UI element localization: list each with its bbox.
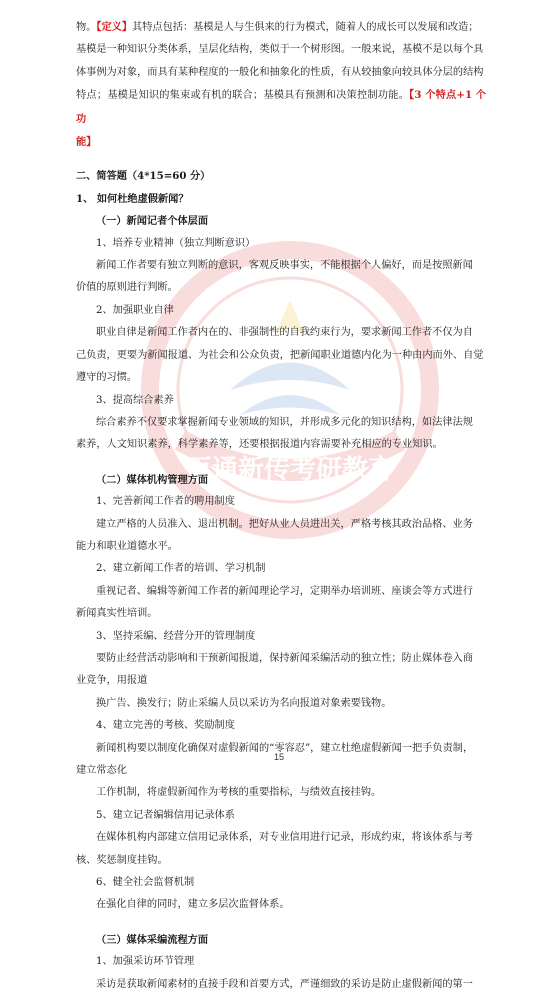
item-body: 要防止经营活动影响和干预新闻报道，保持新闻采编活动的独立性；防止媒体卷入商 — [96, 652, 473, 664]
item-title: 2、加强职业自律 — [96, 304, 174, 316]
main-content — [76, 16, 486, 996]
item-body: 职业自律是新闻工作者内在的、非强制性的自我约束行为，要求新闻工作者不仅为自 — [96, 327, 473, 339]
section-heading: 二、简答题（4*15=60 分） — [76, 170, 211, 183]
item-body: 建立常态化 — [76, 765, 127, 776]
item-title: 4、建立完善的考核、奖励制度 — [96, 720, 235, 732]
item-title: 5、建立记者编辑信用记录体系 — [96, 809, 235, 821]
item-body: 综合素养不仅要求掌握新闻专业领域的知识，并形成多元化的知识结构，如法律法规 — [96, 416, 473, 428]
subsection-heading: （二）媒体机构管理方面 — [96, 473, 209, 486]
item-title: 6、健全社会监督机制 — [96, 877, 195, 889]
item-body: 业竞争，用报道 — [76, 675, 148, 687]
item-title: 1、培养专业精神（独立判断意识） — [96, 237, 256, 249]
item-title: 2、建立新闻工作者的培训、学习机制 — [96, 563, 266, 575]
item-title: 1、完善新闻工作者的聘用制度 — [96, 496, 235, 508]
item-body: 换广告、换发行；防止采编人员以采访为名向报道对象索要钱物。 — [96, 697, 392, 709]
item-body: 新闻工作者要有独立判断的意识，客观反映事实，不能根据个人偏好，而是按照新闻 — [96, 260, 473, 272]
definition-tag: 【定义】 — [96, 21, 133, 33]
summary-tag: 【3 个特点+1 个功 — [76, 89, 486, 125]
text-span: 特点；基模是知识的集束或有机的联合；基模具有预测和决策控制功能。 — [76, 90, 410, 102]
subsection-heading: （三）媒体采编流程方面 — [96, 933, 209, 946]
summary-tag-end: 能】 — [76, 136, 97, 149]
item-body: 新闻机构要以制度化确保对虚假新闻的“零容忍”，建立杜绝虚假新闻一把手负责制， — [96, 742, 474, 754]
item-title: 3、提高综合素养 — [96, 394, 174, 406]
svg-text:百通新传考研教育: 百通新传考研教育 — [185, 455, 395, 485]
item-body: 新闻真实性培训。 — [76, 608, 158, 620]
item-body: 重视记者、编辑等新闻工作者的新闻理论学习，定期举办培训班、座谈会等方式进行 — [96, 585, 473, 597]
item-title: 3、坚持采编、经营分开的管理制度 — [96, 630, 256, 642]
subsection-heading: （一）新闻记者个体层面 — [96, 215, 209, 228]
text-line — [76, 84, 486, 131]
text-line: 体事例为对象，而具有某种程度的一般化和抽象化的性质，有从较抽象向较具体分层的结构 — [76, 66, 484, 78]
item-title: 1、加强采访环节管理 — [96, 956, 195, 968]
text-line: 基模是一种知识分类体系，呈层化结构，类似于一个树形图。一般来说，基模不是以每个具 — [76, 44, 484, 56]
item-body: 价值的原则进行判断。 — [76, 282, 178, 294]
question-title: 1、 如何杜绝虚假新闻？ — [76, 192, 189, 205]
item-body: 己负责，更要为新闻报道、为社会和公众负责，把新闻职业道德内化为一种由内而外、自觉 — [76, 349, 484, 361]
item-body: 采访是获取新闻素材的直接手段和首要方式，严谨细致的采访是防止虚假新闻的第一 — [96, 978, 473, 990]
item-body: 素养，人文知识素养，科学素养等，还要根据报道内容需要补充相应的专业知识。 — [76, 439, 443, 451]
text-line: 物。 — [76, 22, 97, 33]
item-body: 遵守的习惯。 — [76, 372, 138, 384]
item-body: 能力和职业道德水平。 — [76, 540, 178, 552]
item-body: 工作机制，将虚假新闻作为考核的重要指标，与绩效直接挂钩。 — [96, 787, 382, 799]
paragraph-basic-schema-1 — [76, 16, 486, 39]
text-line: 其特点包括：基模是人与生俱来的行为模式，随着人的成长可以发展和改造； — [132, 22, 479, 33]
item-body: 在强化自律的同时，建立多层次监督体系。 — [96, 899, 290, 911]
item-body: 建立严格的人员准入、退出机制。把好从业人员进出关，严格考核其政治品格、业务 — [96, 518, 473, 530]
item-body: 在媒体机构内部建立信用记录体系，对专业信用进行记录，形成约束，将该体系与考 — [96, 832, 473, 844]
item-body: 核、奖惩制度挂钩。 — [76, 854, 168, 866]
page-number: 15 — [273, 752, 284, 762]
